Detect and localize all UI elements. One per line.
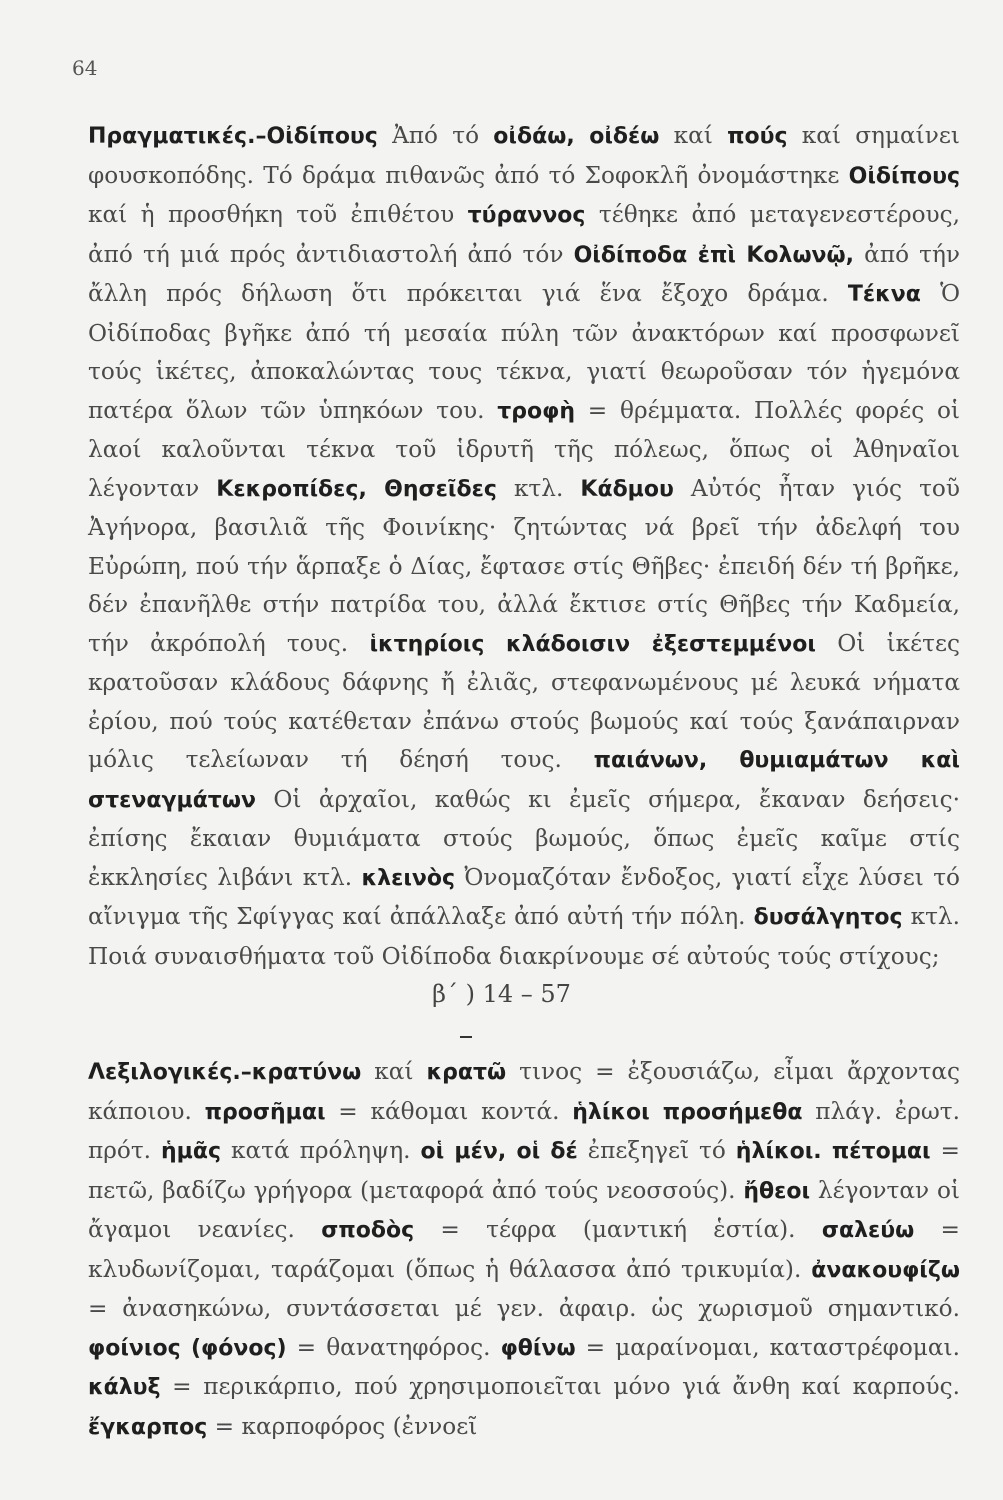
lemma-term: παιάνων, θυμιαμάτων καὶ στεναγμάτων [88,748,960,813]
lemma-term: ἔγκαρπος [88,1414,208,1440]
lemma-term: ἱκτηρίοις κλάδοισιν ἐξεστεμμένοι [369,631,816,657]
lemma-term: κάλυξ [88,1375,161,1400]
commentary-text: Ὀνομαζόταν ἔνδοξος, γιατί εἶχε λύσει τό αἴνιγμα τῆς Σφίγγας καί ἀπάλλαξε ἀπό αὐτή τήν πόλη. [88,863,960,930]
lemma-term: Λεξιλογικές.–κρατύνω [88,1060,362,1085]
commentary-text: καί [361,1058,427,1085]
page-number: 64 [72,56,98,80]
lemma-term: πούς [727,124,788,149]
commentary-text: κατά πρόληψη. [221,1137,421,1164]
commentary-text: καί ἡ προσθήκη τοῦ ἐπιθέτου [88,201,468,228]
lemma-term: Κεκροπίδες, Θησεῖδες [216,476,497,502]
commentary-text: = κάθομαι κοντά. [325,1097,573,1125]
lemma-term: ἡλίκοι. πέτομαι [735,1139,931,1164]
commentary-text: καί [659,122,728,149]
commentary-text: Αὐτός ἦταν γιός τοῦ Ἀγήνορα, βασιλιᾶ τῆς Φοινίκης· ζητώντας νά βρεῖ τήν ἀδελφή του Εὐρώπη, πού τήν ἅρπαξε ὁ Δίας, ἔφτασε στίς Θῆβες· ἐπειδή δέν τή βρῆκε, δέν ἐπανῆλθε στήν πατρίδα του, ἀλλά ἔκτισε στίς Θῆβες τήν Καδμεία, τήν ἀκρόπολή τους. [88,474,960,657]
lemma-term: Οἰδίπους [848,163,960,189]
lemma-term: οἱ μέν, οἱ δέ [420,1139,578,1164]
lemma-term: Οἰδίποδα ἐπὶ Κολωνῷ, [573,242,855,268]
commentary-text: = ἀνασηκώνω, συντάσσεται μέ γεν. ἀφαιρ. ὡς χωρισμοῦ σημαντικό. [88,1295,960,1322]
lemma-term: Κάδμου [580,476,674,502]
lemma-term: τύραννος [467,203,586,228]
commentary-text: πλάγ. ἐρωτ. πρότ. [88,1097,960,1164]
section-heading-dash [460,1036,472,1038]
lemma-term: τροφὴ [497,398,576,424]
commentary-text: = θρέμματα. Πολλές φορές οἱ λαοί καλοῦνται τέκνα τοῦ ἱδρυτῆ τῆς πόλεως, ὅπως οἱ Ἀθηναῖοι λέγονταν [88,396,960,502]
commentary-text: καί σημαίνει φουσκοπόδης. Τό δράμα πιθανῶς ἀπό τό Σοφοκλῆ ὀνομάστηκε [88,122,960,189]
commentary-text: ἀπό τήν ἄλλη πρός δήλωση ὅτι πρόκειται γιά ἕνα ἔξοχο δράμα. [88,240,960,307]
lemma-term: ἀνακουφίζω [811,1257,960,1283]
lemma-term: δυσάλγητος [753,905,903,930]
lemma-term: σποδὸς [321,1218,415,1243]
commentary-text: Οἱ ἀρχαῖοι, καθώς κι ἐμεῖς σήμερα, ἔκαναν δεήσεις· ἐπίσης ἔκαιαν θυμιάματα στούς βωμούς, ὅπως ἐμεῖς καῖμε στίς ἐκκλησίες λιβάνι κτλ. [88,785,960,891]
lemma-term: Πραγματικές.–Οἰδίπους [88,124,378,149]
commentary-text: = θανατηφόρος. [286,1333,501,1361]
lemma-term: σαλεύω [821,1218,915,1243]
lemma-term: προσῆμαι [204,1099,326,1125]
section-heading: β΄ ) 14 – 57 [432,980,571,1008]
commentary-text: τέθηκε ἀπό μεταγενεστέρους, ἀπό τή μιά πρός ἀντιδιαστολή ἀπό τόν [88,201,960,268]
commentary-text: = πετῶ, βαδίζω γρήγορα (μεταφορά ἀπό τούς νεοσσούς). [88,1137,960,1204]
lemma-term: ἡλίκοι προσήμεθα [572,1099,803,1125]
lemma-term: Τέκνα [847,282,921,307]
commentary-text: Οἱ ἱκέτες κρατοῦσαν κλάδους δάφνης ἤ ἐλιᾶς, στεφανωμένους μέ λευκά νήματα ἐρίου, πού τούς κατέθεταν ἐπάνω στούς βωμούς καί τούς ξανάπαιρναν μόλις τελείωναν τή δέησή τους. [88,629,960,773]
commentary-text: τινος = ἐξουσιάζω, εἶμαι ἄρχοντας κάποιου. [88,1058,961,1125]
lemma-term: ἡμᾶς [161,1139,222,1164]
commentary-text: κτλ. [496,474,581,502]
commentary-text: Ὁ Οἰδίποδας βγῆκε ἀπό τή μεσαία πύλη τῶν ἀνακτόρων καί προσφωνεῖ τούς ἱκέτες, ἀποκαλώντας τους τέκνα, γιατί θεωροῦσαν τόν ἡγεμόνα πατέρα ὅλων τῶν ὑπηκόων του. [88,280,960,424]
lemma-term: φθίνω [500,1335,576,1361]
commentary-paragraph-lexical [88,1053,960,1447]
commentary-text: ἐπεξηγεῖ τό [577,1137,736,1164]
commentary-text: = τέφρα (μαντική ἑστία). [414,1216,822,1243]
commentary-text: = περικάρπιο, πού χρησιμοποιεῖται μόνο γιά ἄνθη καί καρπούς. [160,1373,960,1400]
lemma-term: κρατῶ [426,1060,507,1085]
commentary-text: = καρποφόρος (ἐννοεῖ [207,1412,478,1440]
lemma-term: οἰδάω, οἰδέω [493,124,660,149]
commentary-text: = μαραίνομαι, καταστρέφομαι. [575,1333,960,1361]
commentary-text: κτλ. Ποιά συναισθήματα τοῦ Οἰδίποδα διακρίνουμε σέ αὐτούς τούς στίχους; [88,903,960,970]
commentary-text: = κλυδωνίζομαι, ταράζομαι (ὅπως ἡ θάλασσα ἀπό τρικυμία). [88,1216,960,1283]
commentary-paragraph-factual [88,117,960,976]
lemma-term: φοίνιος (φόνος) [88,1335,287,1361]
lemma-term: ἤθεοι [743,1178,811,1204]
commentary-text: Ἀπό τό [377,122,494,149]
commentary-text: λέγονταν οἱ ἄγαμοι νεανίες. [88,1176,961,1243]
lemma-term: κλεινὸς [361,865,456,891]
